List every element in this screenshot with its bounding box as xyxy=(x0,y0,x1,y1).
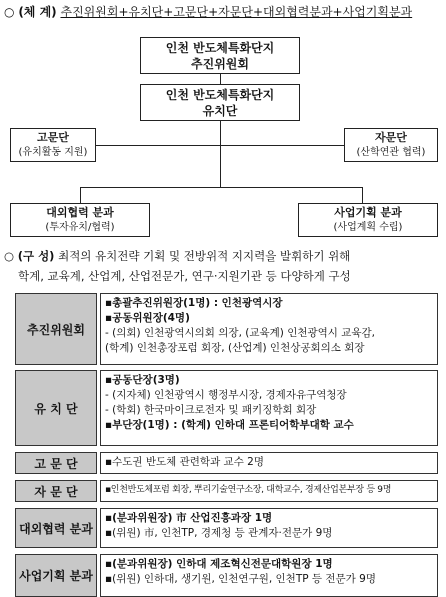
connector-line xyxy=(220,121,221,187)
section-label: (체 계) xyxy=(18,5,57,19)
connector-line xyxy=(80,187,362,188)
row-label: 추진위원회 xyxy=(15,293,97,365)
row-label: 고 문 단 xyxy=(15,452,97,474)
connector-line xyxy=(362,187,363,203)
row-content: ▪(분과위원장) 市 산업진흥과장 1명 ▪(위원) 市, 인천TP, 경제청 등 관계자·전문가 9명 xyxy=(100,508,438,548)
connector-line xyxy=(220,74,221,84)
row-content: ▪수도권 반도체 관련학과 교수 2명 xyxy=(100,452,438,474)
bullet-icon: ○ xyxy=(4,249,15,263)
org-box-advisory: 고문단 (유치활동 지원) xyxy=(10,128,96,162)
row-label: 대외협력 분과 xyxy=(15,508,97,548)
section-structure-title xyxy=(4,3,412,20)
org-box-delegation: 인천 반도체특화단지 유치단 xyxy=(140,84,300,121)
org-box-external-relations: 대외협력 분과 (투자유치/협력) xyxy=(10,203,150,237)
section-text: 최적의 유치전략 기획 및 전방위적 지지력을 발휘하기 위해 xyxy=(58,249,351,263)
org-box-committee: 인천 반도체특화단지 추진위원회 xyxy=(140,37,300,74)
org-box-consulting: 자문단 (산학연관 협력) xyxy=(344,128,438,162)
row-content: ▪공동단장(3명) - (지자체) 인천광역시 행정부시장, 경제자유구역청장 - (학회) 한국마이크로전자 및 패키징학회 회장 ▪부단장(1명) : (학계) 인하대 프론티어학부대학 교수 xyxy=(100,370,438,446)
row-content: ▪(분과위원장) 인하대 제조혁신전문대학원장 1명 ▪(위원) 인하대, 생기원, 인천연구원, 인천TP 등 전문가 9명 xyxy=(100,554,438,597)
connector-line xyxy=(95,145,345,146)
row-label: 자 문 단 xyxy=(15,480,97,502)
section-label: (구 성) xyxy=(17,249,55,263)
section-text: 추진위원회+유치단+고문단+자문단+대외협력분과+사업기획분과 xyxy=(60,5,413,19)
connector-line xyxy=(80,187,81,203)
row-label: 사업기획 분과 xyxy=(15,554,97,597)
row-label: 유 치 단 xyxy=(15,370,97,446)
row-content: ▪인천반도체포럼 회장, 뿌리기술연구소장, 대학교수, 경제산업본부장 등 9명 xyxy=(100,480,438,502)
row-content: ▪총괄추진위원장(1명) : 인천광역시장 ▪공동위원장(4명) - (의회) 인천광역시의회 의장, (교육계) 인천광역시 교육감, (학계) 인천총장포럼 회장, (산업계) 인천상공회의소 회장 xyxy=(100,293,438,365)
section-text-line2: 학계, 교육계, 산업계, 산업전문가, 연구·지원기관 등 다양하게 구성 xyxy=(18,269,351,283)
bullet-icon: ○ xyxy=(4,5,15,19)
org-box-business-planning: 사업기획 분과 (사업계획 수립) xyxy=(298,203,438,237)
section-composition-title xyxy=(4,248,350,264)
